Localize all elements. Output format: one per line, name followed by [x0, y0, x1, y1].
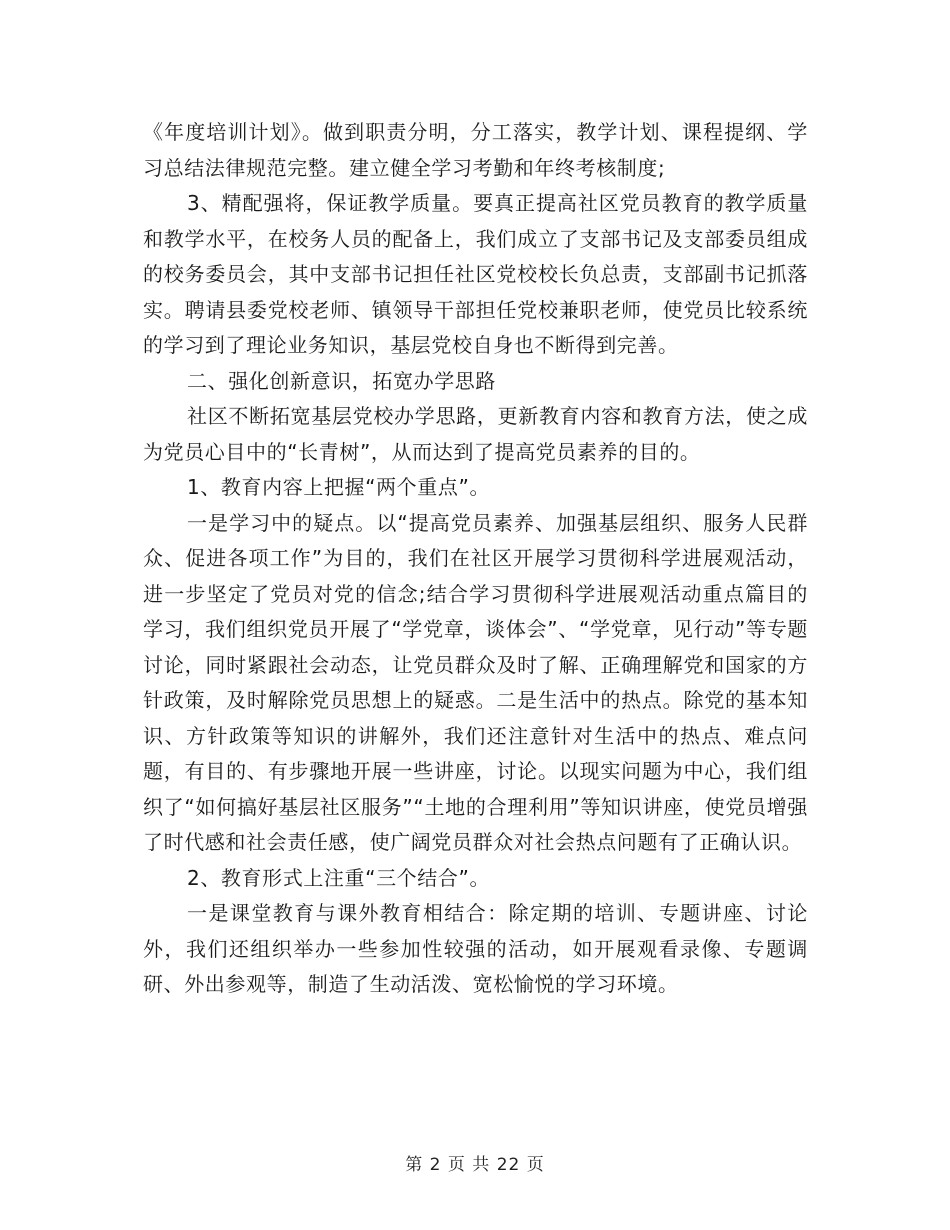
paragraph-learning-doubts: 一是学习中的疑点。以“提高党员素养、加强基层组织、服务人民群众、促进各项工作”为目的，我们在社区开展学习贯彻科学进展观活动，进一步坚定了党员对党的信念;结合学习贯彻科学进展观活动重点篇目的学习，我们组织党员开展了“学党章，谈体会”、“学党章，见行动”等专题讨论，同时紧跟社会动态，让党员群众及时了解、正确理解党和国家的方针政策，及时解除党员思想上的疑惑。二是生活中的热点。除党的基本知识、方针政策等知识的讲解外，我们还注意针对生活中的热点、难点问题，有目的、有步骤地开展一些讲座，讨论。以现实问题为中心，我们组织了“如何搞好基层社区服务”“土地的合理利用”等知识讲座，使党员增强了时代感和社会责任感，使广阔党员群众对社会热点问题有了正确认识。	[143, 510, 808, 854]
subheading-three-combinations: 2、教育形式上注重“三个结合”。	[187, 865, 491, 890]
paragraph-training-plan: 《年度培训计划》。做到职责分明，分工落实，教学计划、课程提纲、学习总结法律规范完整。建立健全学习考勤和年终考核制度;	[143, 120, 808, 180]
paragraph-classroom-education: 一是课堂教育与课外教育相结合：除定期的培训、专题讲座、讨论外，我们还组织举办一些参加性较强的活动，如开展观看录像、专题调研、外出参观等，制造了生动活泼、宽松愉悦的学习环境。	[143, 901, 808, 996]
paragraph-teaching-quality: 3、精配强将，保证教学质量。要真正提高社区党员教育的教学质量和教学水平，在校务人员的配备上，我们成立了支部书记及支部委员组成的校务委员会，其中支部书记担任社区党校校长负总责，支部副书记抓落实。聘请县委党校老师、镇领导干部担任党校兼职老师，使党员比较系统的学习到了理论业务知识，基层党校自身也不断得到完善。	[143, 191, 808, 357]
document-body	[143, 115, 808, 1003]
paragraph-school-ideas: 社区不断拓宽基层党校办学思路，更新教育内容和教育方法，使之成为党员心目中的“长青树”，从而达到了提高党员素养的目的。	[143, 404, 808, 464]
page-number-footer: 第 2 页 共 22 页	[405, 1155, 545, 1175]
subheading-two-key-points: 1、教育内容上把握“两个重点”。	[187, 475, 491, 499]
section-heading-innovation: 二、强化创新意识，拓宽办学思路	[187, 368, 496, 393]
